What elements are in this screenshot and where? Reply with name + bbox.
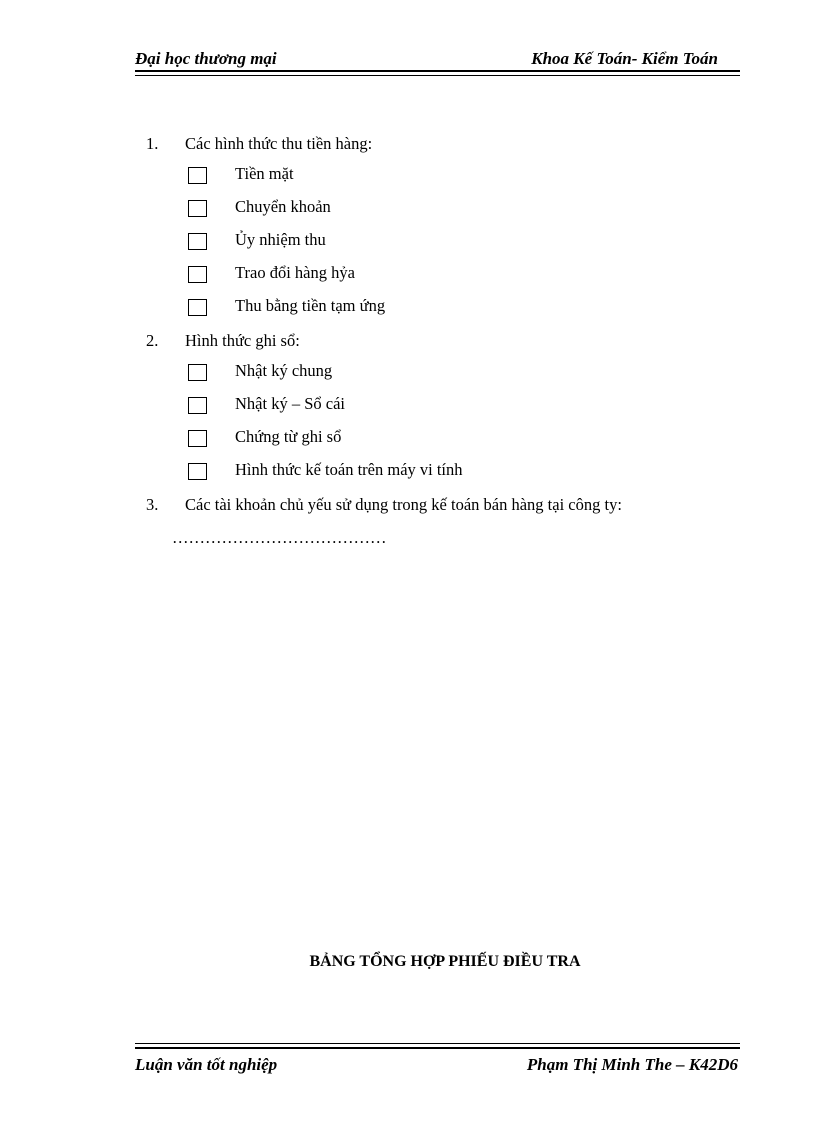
option-label: Nhật ký chung [235, 361, 333, 380]
question-number: 1. [146, 134, 159, 153]
checkbox[interactable] [188, 299, 207, 316]
answer-blank[interactable]: ………………………………… [172, 528, 387, 547]
header-rule-thick [135, 70, 740, 72]
footer-thesis-label: Luận văn tốt nghiệp [135, 1055, 278, 1074]
checkbox[interactable] [188, 167, 207, 184]
option-label: Thu bằng tiền tạm ứng [235, 296, 386, 315]
page-header [135, 47, 740, 77]
question-text: Các hình thức thu tiền hàng: [185, 134, 373, 153]
header-university: Đại học thương mại [135, 49, 277, 68]
footer-rule-thin [135, 1043, 740, 1044]
footer-rule-thick [135, 1047, 740, 1049]
option-label: Hình thức kế toán trên máy vi tính [235, 460, 463, 479]
option-label: Chuyển khoản [235, 197, 331, 216]
option-label: Chứng từ ghi sổ [235, 427, 342, 446]
option-label: Trao đổi hàng hỷa [235, 263, 355, 282]
checkbox[interactable] [188, 233, 207, 250]
table-title: BẢNG TỔNG HỢP PHIẾU ĐIỀU TRA [309, 953, 581, 970]
page-footer [135, 1043, 740, 1083]
checkbox[interactable] [188, 364, 207, 381]
question-number: 2. [146, 331, 159, 350]
header-faculty: Khoa Kế Toán- Kiểm Toán [531, 49, 718, 68]
question-number: 3. [146, 495, 159, 514]
header-rule-thin [135, 75, 740, 76]
footer-author: Phạm Thị Minh The – K42D6 [526, 1055, 738, 1074]
checkbox[interactable] [188, 397, 207, 414]
checkbox[interactable] [188, 266, 207, 283]
option-label: Tiền mặt [235, 164, 294, 183]
option-label: Nhật ký – Sổ cái [235, 394, 345, 413]
checkbox[interactable] [188, 463, 207, 480]
question-text: Hình thức ghi sổ: [185, 331, 300, 350]
question-text: Các tài khoản chủ yếu sử dụng trong kế toán bán hàng tại công ty: [185, 495, 622, 514]
checkbox[interactable] [188, 200, 207, 217]
checkbox[interactable] [188, 430, 207, 447]
option-label: Ủy nhiệm thu [235, 230, 326, 249]
